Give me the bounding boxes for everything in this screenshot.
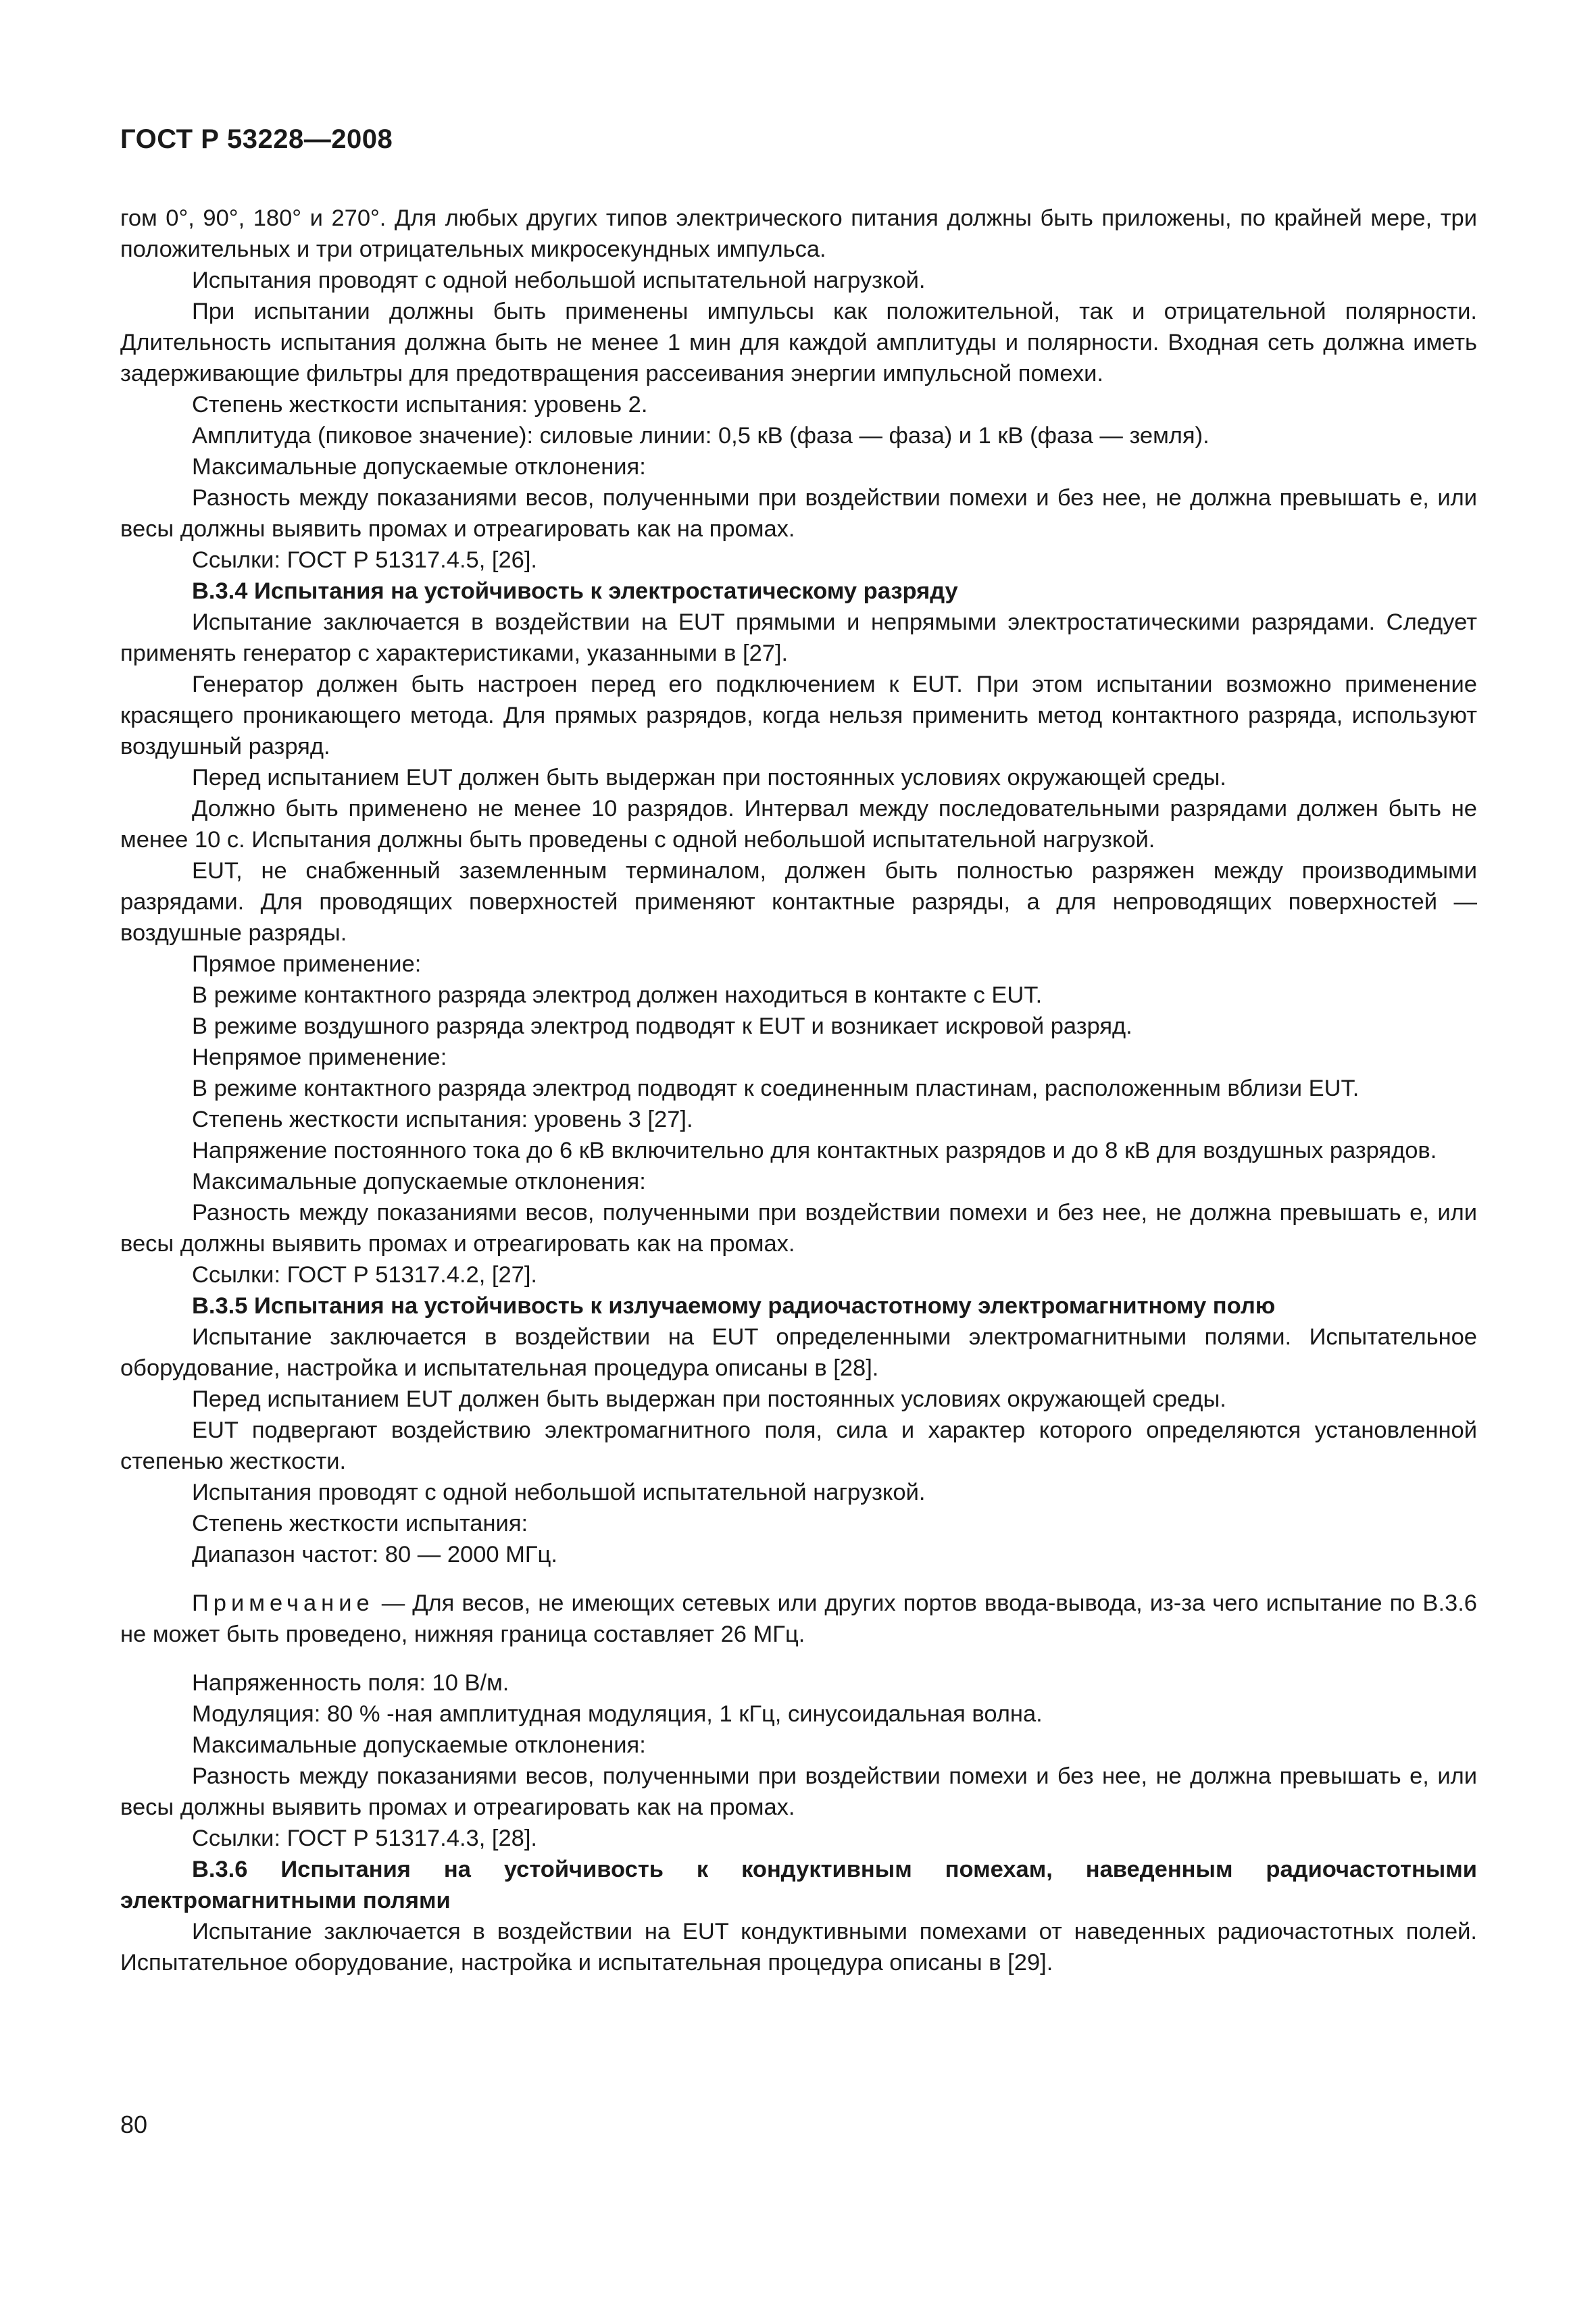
document-body bbox=[120, 203, 1477, 1978]
paragraph: Разность между показаниями весов, полученными при воздействии помехи и без нее, не должна превышать e, или весы должны выявить промах и отреагировать как на промах. bbox=[120, 1763, 1477, 1820]
paragraph: Перед испытанием EUT должен быть выдержан при постоянных условиях окружающей среды. bbox=[192, 1386, 1226, 1412]
paragraph: гом 0°, 90°, 180° и 270°. Для любых других типов электрического питания должны быть приложены, по крайней мере, три положительных и три отрицательных микросекундных импульса. bbox=[120, 205, 1477, 262]
paragraph: Ссылки: ГОСТ Р 51317.4.5, [26]. bbox=[192, 547, 538, 573]
paragraph: Степень жесткости испытания: уровень 2. bbox=[192, 392, 648, 418]
paragraph: Испытание заключается в воздействии на EUT прямыми и непрямыми электростатическими разрядами. Следует применять генератор с характеристиками, указанными в [27]. bbox=[120, 609, 1477, 666]
paragraph: Максимальные допускаемые отклонения: bbox=[192, 1732, 646, 1758]
section-heading-b34: В.3.4 Испытания на устойчивость к электростатическому разряду bbox=[192, 578, 958, 604]
paragraph: Разность между показаниями весов, полученными при воздействии помехи и без нее, не должна превышать e, или весы должны выявить промах и отреагировать как на промах. bbox=[120, 485, 1477, 542]
note bbox=[120, 1588, 1477, 1650]
paragraph: Диапазон частот: 80 — 2000 МГц. bbox=[192, 1542, 557, 1567]
paragraph: Непрямое применение: bbox=[192, 1045, 447, 1070]
paragraph: EUT, не снабженный заземленным терминалом, должен быть полностью разряжен между производимыми разрядами. Для проводящих поверхностей применяют контактные разряды, а для непроводящих поверхностей — воздушные разряды. bbox=[120, 858, 1477, 946]
paragraph: Испытания проводят с одной небольшой испытательной нагрузкой. bbox=[192, 1480, 926, 1505]
paragraph: Напряжение постоянного тока до 6 кВ включительно для контактных разрядов и до 8 кВ для воздушных разрядов. bbox=[192, 1138, 1437, 1163]
paragraph: При испытании должны быть применены импульсы как положительной, так и отрицательной полярности. Длительность испытания должна быть не менее 1 мин для каждой амплитуды и полярности. Входная сеть должна иметь задерживающие фильтры для предотвращения рассеивания энергии импульсной помехи. bbox=[120, 299, 1477, 386]
paragraph: Максимальные допускаемые отклонения: bbox=[192, 1169, 646, 1194]
paragraph: Максимальные допускаемые отклонения: bbox=[192, 454, 646, 480]
paragraph: Степень жесткости испытания: bbox=[192, 1511, 528, 1536]
page-number: 80 bbox=[120, 2111, 148, 2138]
paragraph: Прямое применение: bbox=[192, 951, 422, 977]
section-heading-b36: В.3.6 Испытания на устойчивость к кондуктивным помехам, наведенным радиочастотными электромагнитными полями bbox=[120, 1857, 1477, 1913]
paragraph: Испытание заключается в воздействии на EUT определенными электромагнитными полями. Испытательное оборудование, настройка и испытательная процедура описаны в [28]. bbox=[120, 1324, 1477, 1381]
paragraph: Амплитуда (пиковое значение): силовые линии: 0,5 кВ (фаза — фаза) и 1 кВ (фаза — земля). bbox=[192, 423, 1210, 449]
paragraph: Напряженность поля: 10 В/м. bbox=[192, 1670, 509, 1696]
paragraph: Ссылки: ГОСТ Р 51317.4.2, [27]. bbox=[192, 1262, 538, 1288]
paragraph: Испытание заключается в воздействии на EUT кондуктивными помехами от наведенных радиочастотных полей. Испытательное оборудование, настройка и испытательная процедура описаны в [29]. bbox=[120, 1919, 1477, 1976]
paragraph: Должно быть применено не менее 10 разрядов. Интервал между последовательными разрядами должен быть не менее 10 с. Испытания должны быть проведены с одной небольшой испытательной нагрузкой. bbox=[120, 796, 1477, 853]
paragraph: Испытания проводят с одной небольшой испытательной нагрузкой. bbox=[192, 268, 926, 293]
paragraph: Модуляция: 80 % -ная амплитудная модуляция, 1 кГц, синусоидальная волна. bbox=[192, 1701, 1043, 1727]
paragraph: Перед испытанием EUT должен быть выдержан при постоянных условиях окружающей среды. bbox=[192, 765, 1226, 790]
paragraph: Разность между показаниями весов, полученными при воздействии помехи и без нее, не должна превышать e, или весы должны выявить промах и отреагировать как на промах. bbox=[120, 1200, 1477, 1257]
paragraph: Генератор должен быть настроен перед его подключением к EUT. При этом испытании возможно применение красящего проникающего метода. Для прямых разрядов, когда нельзя применить метод контактного разряда, используют воздушный разряд. bbox=[120, 672, 1477, 759]
paragraph: EUT подвергают воздействию электромагнитного поля, сила и характер которого определяются установленной степенью жесткости. bbox=[120, 1417, 1477, 1474]
note-text: — Для весов, не имеющих сетевых или других портов ввода-вывода, из-за чего испытание по В.3.6 не может быть проведено, нижняя граница составляет 26 МГц. bbox=[120, 1590, 1477, 1647]
paragraph: Ссылки: ГОСТ Р 51317.4.3, [28]. bbox=[192, 1826, 538, 1851]
note-label: Примечание bbox=[192, 1590, 374, 1616]
paragraph: В режиме контактного разряда электрод подводят к соединенным пластинам, расположенным вблизи EUT. bbox=[192, 1076, 1360, 1101]
document-header: ГОСТ Р 53228—2008 bbox=[120, 124, 393, 154]
paragraph: Степень жесткости испытания: уровень 3 [27]. bbox=[192, 1107, 693, 1132]
section-heading-b35: В.3.5 Испытания на устойчивость к излучаемому радиочастотному электромагнитному полю bbox=[192, 1293, 1276, 1319]
paragraph: В режиме контактного разряда электрод должен находиться в контакте с EUT. bbox=[192, 982, 1043, 1008]
paragraph: В режиме воздушного разряда электрод подводят к EUT и возникает искровой разряд. bbox=[192, 1013, 1132, 1039]
